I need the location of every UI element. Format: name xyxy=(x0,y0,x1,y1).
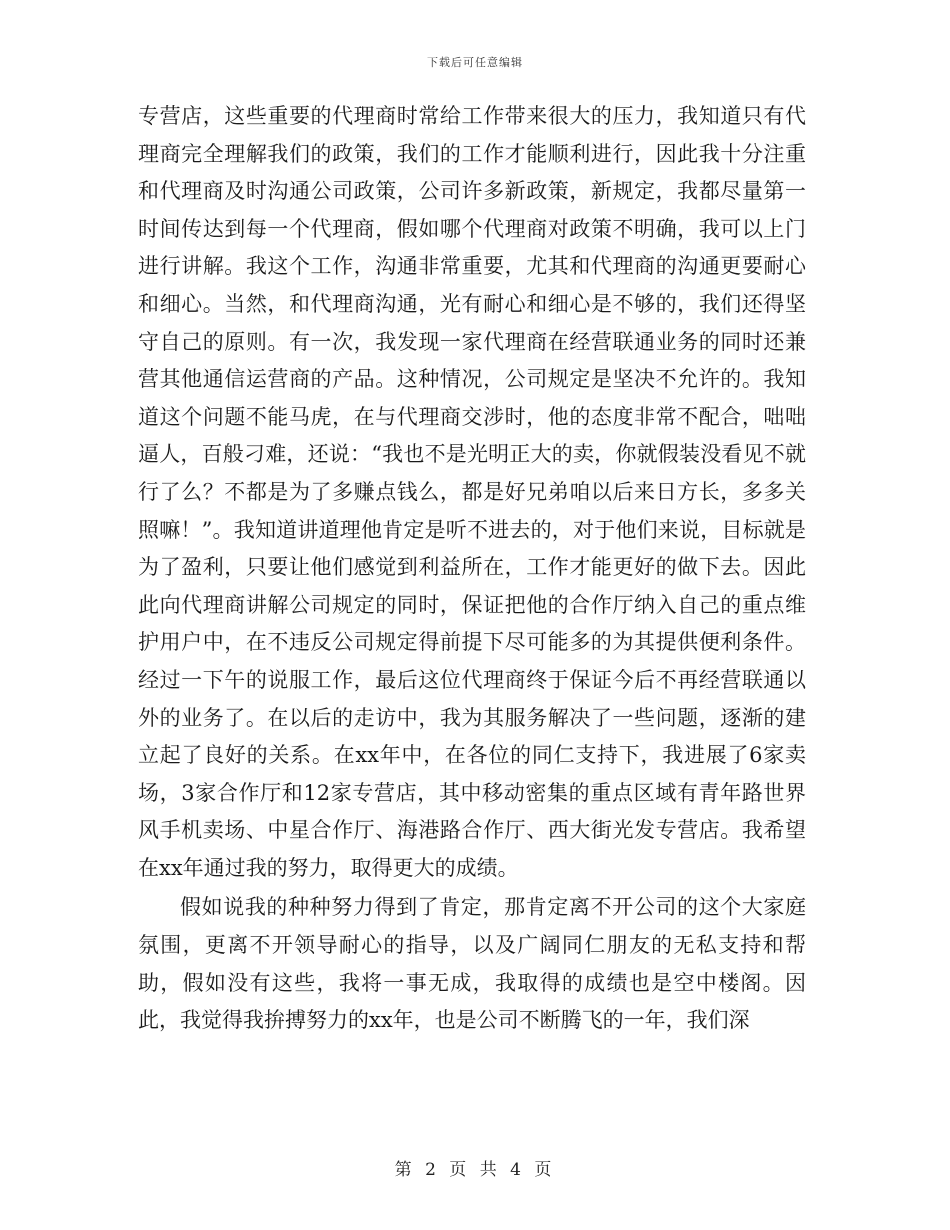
document-body xyxy=(138,98,806,1040)
page-number: 第 2 页 共 4 页 xyxy=(394,1160,556,1180)
page-header-note: 下载后可任意编辑 xyxy=(427,56,523,69)
body-paragraph: 假如说我的种种努力得到了肯定，那肯定离不开公司的这个大家庭氛围，更离不开领导耐心的指导，以及广阔同仁朋友的无私支持和帮助，假如没有这些，我将一事无成，我取得的成绩也是空中楼阁。因此，我觉得我拚搏努力的xx年，也是公司不断腾飞的一年，我们深 xyxy=(138,895,806,1033)
body-paragraph: 专营店，这些重要的代理商时常给工作带来很大的压力，我知道只有代理商完全理解我们的政策，我们的工作才能顺利进行，因此我十分注重和代理商及时沟通公司政策，公司许多新政策，新规定，我都尽量第一时间传达到每一个代理商，假如哪个代理商对政策不明确，我可以上门进行讲解。我这个工作，沟通非常重要，尤其和代理商的沟通更要耐心和细心。当然，和代理商沟通，光有耐心和细心是不够的，我们还得坚守自己的原则。有一次，我发现一家代理商在经营联通业务的同时还兼营其他通信运营商的产品。这种情况，公司规定是坚决不允许的。我知道这个问题不能马虎，在与代理商交涉时，他的态度非常不配合，咄咄逼人，百般刁难，还说：“我也不是光明正大的卖，你就假装没看见不就行了么？不都是为了多赚点钱么，都是好兄弟咱以后来日方长，多多关照嘛！”。我知道讲道理他肯定是听不进去的，对于他们来说，目标就是为了盈利，只要让他们感觉到利益所在，工作才能更好的做下去。因此此向代理商讲解公司规定的同时，保证把他的合作厅纳入自己的重点维护用户中，在不违反公司规定得前提下尽可能多的为其提供便利条件。经过一下午的说服工作，最后这位代理商终于保证今后不再经营联通以外的业务了。在以后的走访中，我为其服务解决了一些问题，逐渐的建立起了良好的关系。在xx年中，在各位的同仁支持下，我进展了6家卖场，3家合作厅和12家专营店，其中移动密集的重点区域有青年路世界风手机卖场、中星合作厅、海港路合作厅、西大街光发专营店。我希望在xx年通过我的努力，取得更大的成绩。 xyxy=(138,104,806,880)
